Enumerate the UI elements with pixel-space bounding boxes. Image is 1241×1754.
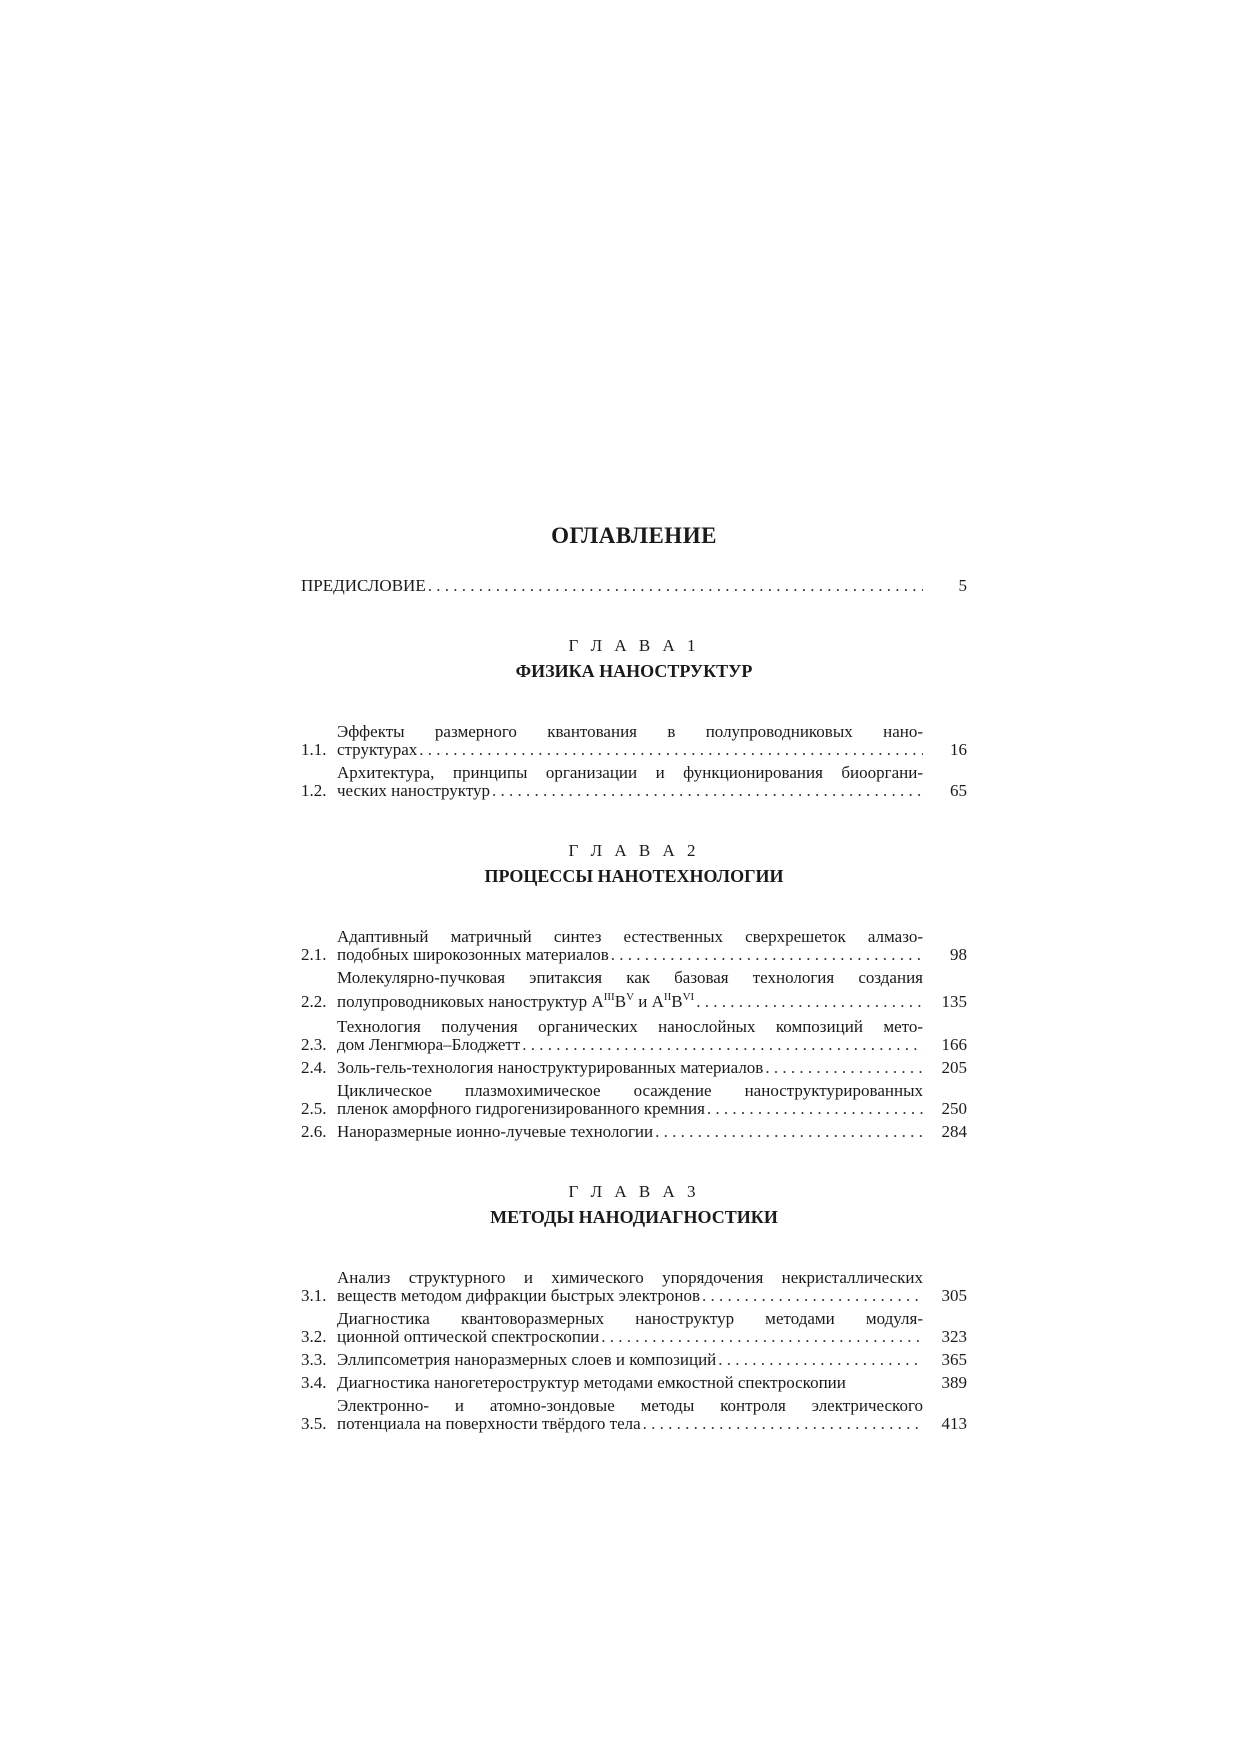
toc-entry-preface[interactable]: [301, 577, 967, 595]
entry-page-number: 16: [950, 740, 967, 759]
entry-body: [337, 1351, 923, 1369]
entry-page-number: 135: [941, 992, 967, 1011]
entry-last-line: [337, 946, 923, 964]
formula-letter: A: [591, 992, 604, 1011]
entry-last-line: [337, 1036, 923, 1054]
entry-body: [337, 1082, 923, 1118]
toc-entry-3-1[interactable]: [301, 1269, 967, 1305]
entry-text: Диагностика наногетероструктур методами емкостной спектроскопии: [337, 1373, 846, 1392]
entry-last-line: [337, 1287, 923, 1305]
toc-entry-3-2[interactable]: [301, 1310, 967, 1346]
entry-last-line: [337, 741, 923, 759]
entry-last-line: [337, 1100, 923, 1118]
entry-number: 3.4.: [301, 1373, 327, 1392]
formula-superscript: II: [663, 991, 672, 1003]
entry-body: [301, 577, 923, 595]
entry-text: ческих наноструктур: [337, 781, 491, 800]
entry-text: подобных широкозонных материалов: [337, 945, 609, 964]
entry-body: [337, 969, 923, 1011]
entry-number: 2.3.: [301, 1035, 327, 1054]
entry-body: [337, 1018, 923, 1054]
chapter-title: ПРОЦЕССЫ НАНОТЕХНОЛОГИИ: [484, 866, 784, 886]
entry-text: пленок аморфного гидрогенизированного кремния: [337, 1099, 705, 1118]
formula-letter: B: [614, 992, 627, 1011]
toc-entry-2-4[interactable]: [301, 1059, 967, 1077]
entry-body: [337, 1374, 923, 1392]
entry-page-number: 284: [941, 1122, 967, 1141]
formula-conjunction: и: [638, 992, 648, 1011]
chapter-label: Г Л А В А 2: [568, 841, 700, 860]
entry-body: [337, 1059, 923, 1077]
leader-dots: [601, 1328, 923, 1346]
entry-text: Эллипсометрия наноразмерных слоев и композиций: [337, 1350, 717, 1369]
entry-first-line: Диагностика квантоворазмерных наноструктур методами модуля-: [337, 1309, 923, 1328]
entry-page-number: 413: [941, 1414, 967, 1433]
toc-entry-3-3[interactable]: [301, 1351, 967, 1369]
toc-entry-2-6[interactable]: [301, 1123, 967, 1141]
formula-letter: B: [671, 992, 683, 1011]
entry-text: ционной оптической спектроскопии: [337, 1327, 600, 1346]
toc-entry-2-5[interactable]: [301, 1082, 967, 1118]
entry-first-line: Адаптивный матричный синтез естественных сверхрешеток алмазо-: [337, 927, 923, 946]
entry-number: 1.1.: [301, 740, 327, 759]
entry-number: 2.1.: [301, 945, 327, 964]
entry-last-line: [337, 1123, 923, 1141]
entry-body: [337, 1397, 923, 1433]
formula-superscript: VI: [682, 991, 695, 1003]
entry-last-line: [337, 1374, 923, 1392]
entry-page-number: 305: [941, 1286, 967, 1305]
entry-text: потенциала на поверхности твёрдого тела: [337, 1414, 641, 1433]
leader-dots: [522, 1036, 923, 1054]
entry-number: 1.2.: [301, 781, 327, 800]
leader-dots: [718, 1351, 923, 1369]
entry-last-line: [301, 577, 923, 595]
leader-dots: [707, 1100, 923, 1118]
formula: [591, 992, 694, 1011]
entry-number: 2.4.: [301, 1058, 327, 1077]
chapter-label: Г Л А В А 1: [568, 636, 700, 655]
entry-page-number: 365: [941, 1350, 967, 1369]
entry-body: [337, 928, 923, 964]
toc-entry-1-2[interactable]: [301, 764, 967, 800]
entry-first-line: Электронно- и атомно-зондовые методы контроля электрического: [337, 1396, 923, 1415]
entry-page-number: 250: [941, 1099, 967, 1118]
entry-text: Золь-гель-технология наноструктурированных материалов: [337, 1058, 764, 1077]
entry-first-line: Технология получения органических нанослойных композиций мето-: [337, 1017, 923, 1036]
entry-page-number: 5: [958, 576, 967, 595]
toc-entry-2-3[interactable]: [301, 1018, 967, 1054]
leader-dots: [428, 577, 923, 595]
entry-number: 2.2.: [301, 992, 327, 1011]
entry-number: 3.5.: [301, 1414, 327, 1433]
leader-dots: [419, 741, 923, 759]
entry-text: ПРЕДИСЛОВИЕ: [301, 576, 426, 595]
entry-number: 3.1.: [301, 1286, 327, 1305]
chapter-heading-3: [301, 1181, 967, 1229]
formula-superscript: V: [626, 991, 635, 1003]
entry-last-line: [337, 1328, 923, 1346]
entry-page-number: 205: [941, 1058, 967, 1077]
entry-page-number: 65: [950, 781, 967, 800]
chapter-label: Г Л А В А 3: [568, 1182, 700, 1201]
entry-page-number: 166: [941, 1035, 967, 1054]
entry-page-number: 389: [941, 1373, 967, 1392]
entry-text-part: полупроводниковых наноструктур: [337, 992, 588, 1011]
entry-text: дом Ленгмюра–Блоджетт: [337, 1035, 521, 1054]
entry-last-line: [337, 1351, 923, 1369]
toc-entry-2-1[interactable]: [301, 928, 967, 964]
table-of-contents: [301, 521, 967, 1438]
entry-body: [337, 1310, 923, 1346]
leader-dots: [696, 993, 923, 1011]
formula-letter: A: [651, 992, 664, 1011]
entry-first-line: Анализ структурного и химического упорядочения некристаллических: [337, 1268, 923, 1287]
entry-body: [337, 1269, 923, 1305]
chapter-title: ФИЗИКА НАНОСТРУКТУР: [515, 661, 753, 681]
leader-dots: [765, 1059, 923, 1077]
entry-first-line: Молекулярно-пучковая эпитаксия как базовая технология создания: [337, 968, 923, 987]
toc-entry-2-2[interactable]: [301, 969, 967, 1011]
formula-superscript: III: [603, 991, 615, 1003]
entry-number: 2.6.: [301, 1122, 327, 1141]
entry-text: веществ методом дифракции быстрых электронов: [337, 1286, 700, 1305]
entry-body: [337, 723, 923, 759]
entry-body: [337, 764, 923, 800]
chapter-heading-2: [301, 840, 967, 888]
entry-first-line: Архитектура, принципы организации и функционирования биооргани-: [337, 763, 923, 782]
entry-number: 3.2.: [301, 1327, 327, 1346]
toc-entry-3-5[interactable]: [301, 1397, 967, 1433]
entry-body: [337, 1123, 923, 1141]
leader-dots: [655, 1123, 923, 1141]
entry-last-line: [337, 1415, 923, 1433]
entry-first-line: Циклическое плазмохимическое осаждение наноструктурированных: [337, 1081, 923, 1100]
toc-entry-1-1[interactable]: [301, 723, 967, 759]
entry-last-line: [337, 993, 923, 1011]
entry-last-line: [337, 1059, 923, 1077]
chapter-heading-1: [301, 635, 967, 683]
toc-title: ОГЛАВЛЕНИЕ: [551, 523, 717, 548]
entry-number: 3.3.: [301, 1350, 327, 1369]
leader-dots: [643, 1415, 923, 1433]
entry-page-number: 98: [950, 945, 967, 964]
entry-text: Наноразмерные ионно-лучевые технологии: [337, 1122, 654, 1141]
entry-first-line: Эффекты размерного квантования в полупроводниковых нано-: [337, 722, 923, 741]
leader-dots: [492, 782, 923, 800]
entry-page-number: 323: [941, 1327, 967, 1346]
leader-dots: [611, 946, 923, 964]
toc-entry-3-4[interactable]: [301, 1374, 967, 1392]
chapter-title: МЕТОДЫ НАНОДИАГНОСТИКИ: [490, 1207, 778, 1227]
entry-last-line: [337, 782, 923, 800]
entry-text: [337, 993, 694, 1011]
entry-text: структурах: [337, 740, 418, 759]
leader-dots: [702, 1287, 923, 1305]
entry-number: 2.5.: [301, 1099, 327, 1118]
